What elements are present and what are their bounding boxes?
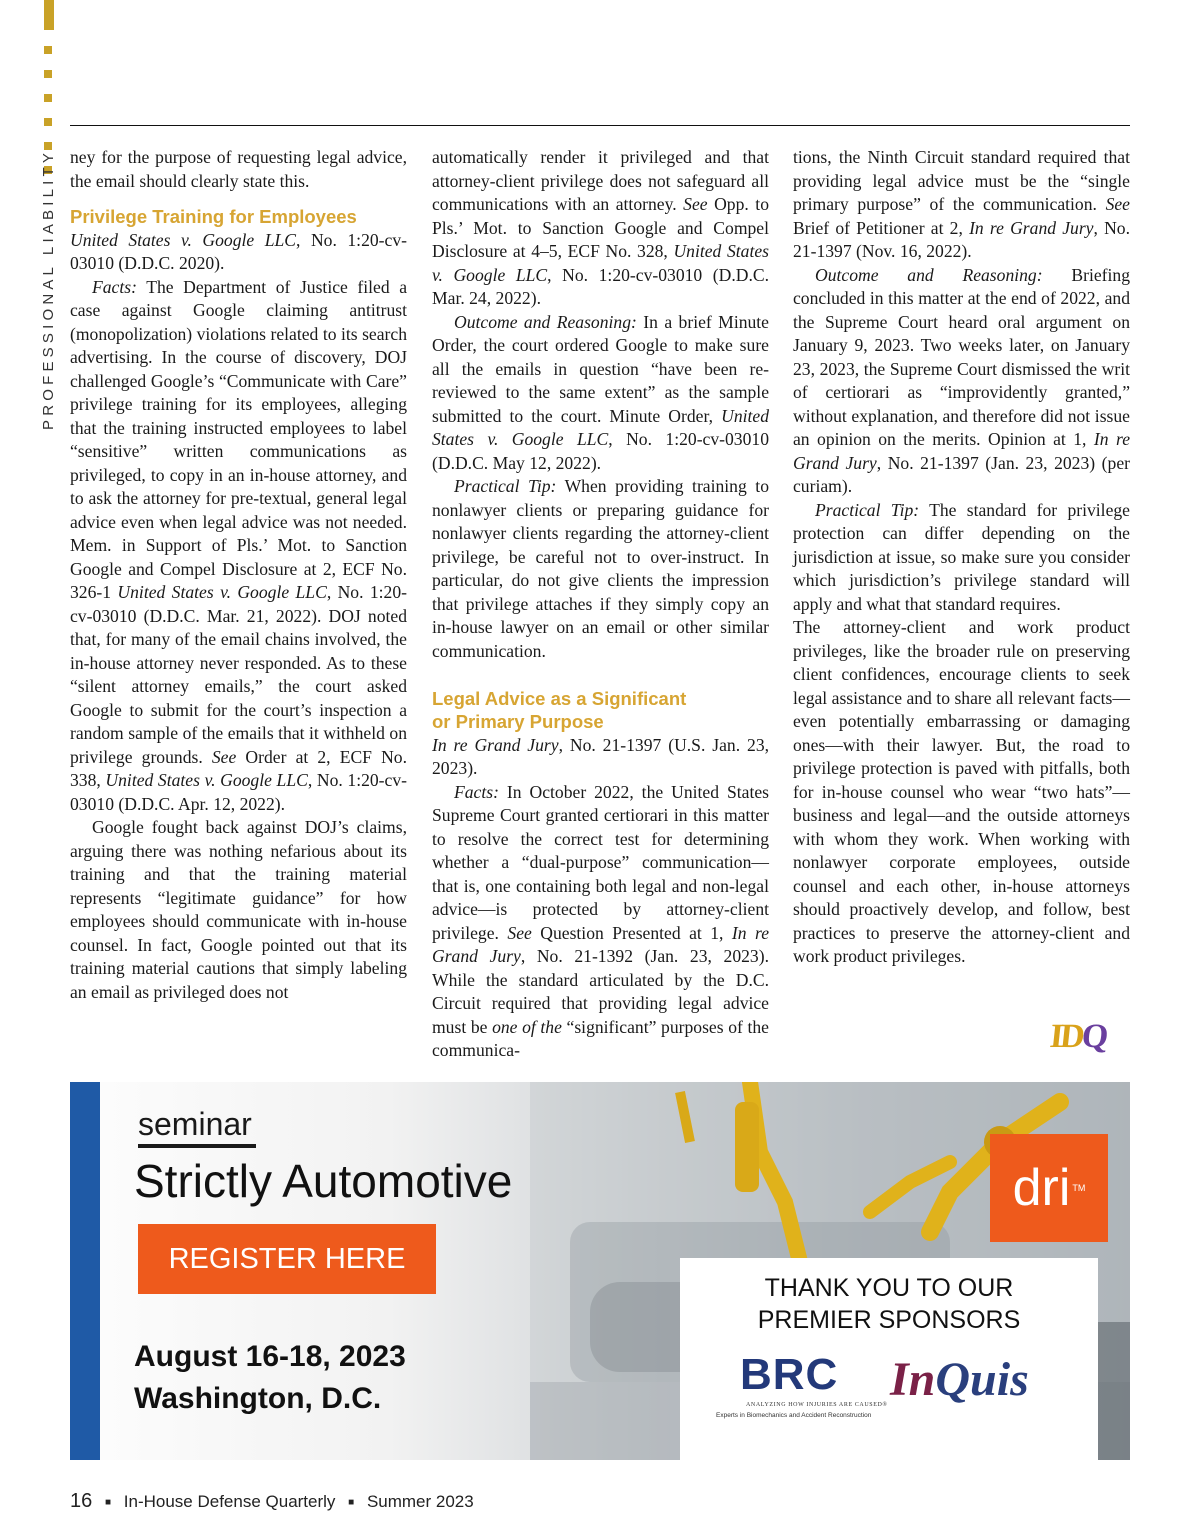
paragraph: ney for the purpose of requesting legal advice, the email should clearly state this.	[70, 147, 407, 191]
paragraph: Google fought back against DOJ’s claims, arguing there was nothing nefarious about its training and that the training material represents “legitimate guidance” for how employees should communicate with in-house counsel. In fact, Google pointed out that its training material cautions that simply labeling an email as privileged does not	[70, 817, 407, 1002]
ad-eyebrow: seminar	[138, 1106, 252, 1142]
brc-logo: BRC	[740, 1350, 839, 1399]
brc-subtitle: Experts in Biomechanics and Accident Reconstruction	[716, 1412, 872, 1419]
paragraph: Facts: The Department of Justice filed a case against Google claiming antitrust (monopolization) violations related to its search advertising. In the course of discovery, DOJ challenged Google’s “Communicate with Care” privilege training for its employees, alleging that the training instructed employees to label “sensitive” written communications as privileged, to copy in an in-house attorney, and to ask the attorney for pre-textual, general legal advice even when legal advice was not needed. Mem. in Support of Pls.’ Mot. to Sanction Google and Compel Disclosure at 2, ECF No. 326-1 United States v. Google LLC, No. 1:20-cv-03010 (D.D.C. Mar. 21, 2022). DOJ noted that, for many of the email chains involved, the in-house attorney never responded. As to these “silent attorney emails,” the court asked Google to submit for the court’s inspection a random sample of the emails that it withheld on privilege grounds. See Order at 2, ECF No. 338, United States v. Google LLC, No. 1:20-cv-03010 (D.D.C. Apr. 12, 2022).	[70, 276, 407, 814]
column-3	[793, 146, 1130, 969]
issue-date: Summer 2023	[366, 1492, 474, 1511]
page-footer	[70, 1490, 474, 1513]
column-2	[432, 146, 769, 1063]
column-1	[70, 146, 407, 1004]
ad-accent-bar	[70, 1082, 100, 1460]
event-location: Washington, D.C.	[134, 1382, 382, 1415]
publication-name: In-House Defense Quarterly	[123, 1492, 336, 1511]
brc-tagline: ANALYZING HOW INJURIES ARE CAUSED®	[746, 1402, 888, 1408]
inquis-logo: InQuis	[890, 1353, 1029, 1406]
citation: United States v. Google LLC, No. 1:20-cv-03010 (D.D.C. 2020).	[70, 229, 407, 273]
event-date: August 16-18, 2023	[134, 1340, 406, 1373]
section-heading: Legal Advice as a Significant or Primary Purpose	[432, 687, 687, 732]
seminar-advertisement[interactable]	[70, 1082, 1130, 1460]
paragraph: The attorney-client and work product privileges, like the broader rule on preserving client confidences, encourage clients to seek legal assistance and to share all relevant facts—even potentially embarrassing or damaging ones—with their lawyer. But, the road to privilege protection is paved with pitfalls, both for in-house counsel who wear “two hats”—business and legal—and the outside attorneys with whom they work. When working with nonlawyer corporate employees, outside counsel and each other, in-house attorneys should proactively develop, and follow, best practices to preserve the attorney-client and work product privileges.	[793, 617, 1130, 966]
paragraph: Practical Tip: When providing training to nonlawyer clients or preparing guidance for nonlawyer clients regarding the attorney-client privilege, be careful not to over-instruct. In particular, do not give clients the impression that privilege attaches if they simply copy an in-house lawyer on an email or other similar communication.	[432, 476, 769, 661]
section-heading: Privilege Training for Employees	[70, 206, 357, 227]
separator-icon: ■	[348, 1497, 355, 1508]
citation: In re Grand Jury, No. 21-1397 (U.S. Jan. 23, 2023).	[432, 734, 770, 778]
dri-logo: dri TM	[990, 1134, 1108, 1242]
page-number: 16	[70, 1490, 93, 1512]
paragraph: Outcome and Reasoning: Briefing concluded in this matter at the end of 2022, and the Supreme Court heard oral argument on January 9, 2023. Two weeks later, on January 23, 2023, the Supreme Court dismissed the writ of certiorari as “improvidently granted,” without explanation, and therefore did not issue an opinion on the merits. Opinion at 1, In re Grand Jury, No. 21-1397 (Jan. 23, 2023) (per curiam).	[793, 264, 1131, 496]
section-label: PROFESSIONAL LIABILITY	[40, 148, 57, 430]
paragraph: automatically render it privileged and that attorney-client privilege does not safeguard all communications with an attorney. See Opp. to Pls.’ Mot. to Sanction Google and Compel Disclosure at 4–5, ECF No. 328, United States v. Google LLC, No. 1:20-cv-03010 (D.D.C. Mar. 24, 2022).	[432, 147, 769, 308]
divider	[138, 1144, 256, 1148]
header-rule	[70, 125, 1130, 126]
sponsors-panel	[680, 1258, 1098, 1460]
sponsors-heading: THANK YOU TO OUR PREMIER SPONSORS	[757, 1274, 1021, 1334]
paragraph: Facts: In October 2022, the United States Supreme Court granted certiorari in this matter to resolve the correct test for determining whether a “dual-purpose” communication—that is, one containing both legal and non-legal advice—is protected by attorney-client privilege. See Question Presented at 1, In re Grand Jury, No. 21-1392 (Jan. 23, 2023). While the standard articulated by the D.C. Circuit required that providing legal advice must be one of the “significant” purposes of the communica-	[432, 781, 769, 1060]
register-button[interactable]: REGISTER HERE	[138, 1224, 436, 1294]
separator-icon: ■	[104, 1497, 112, 1508]
event-details	[134, 1336, 406, 1420]
paragraph: Practical Tip: The standard for privilege protection can differ depending on the jurisdiction at issue, so make sure you consider which jurisdiction’s privilege standard will apply and what that standard requires.	[793, 499, 1130, 614]
idq-end-logo: IDQ	[1048, 1018, 1108, 1055]
ad-title: Strictly Automotive	[134, 1155, 513, 1207]
paragraph: tions, the Ninth Circuit standard required that providing legal advice must be the “single primary purpose” of the communication. See Brief of Petitioner at 2, In re Grand Jury, No. 21-1397 (Nov. 16, 2022).	[793, 147, 1130, 261]
paragraph: Outcome and Reasoning: In a brief Minute Order, the court ordered Google to make sure all the emails in question “have been re-reviewed to the same extent” as the sample submitted to the court. Minute Order, United States v. Google LLC, No. 1:20-cv-03010 (D.D.C. May 12, 2022).	[432, 311, 769, 473]
sidebar-decoration	[44, 0, 54, 174]
